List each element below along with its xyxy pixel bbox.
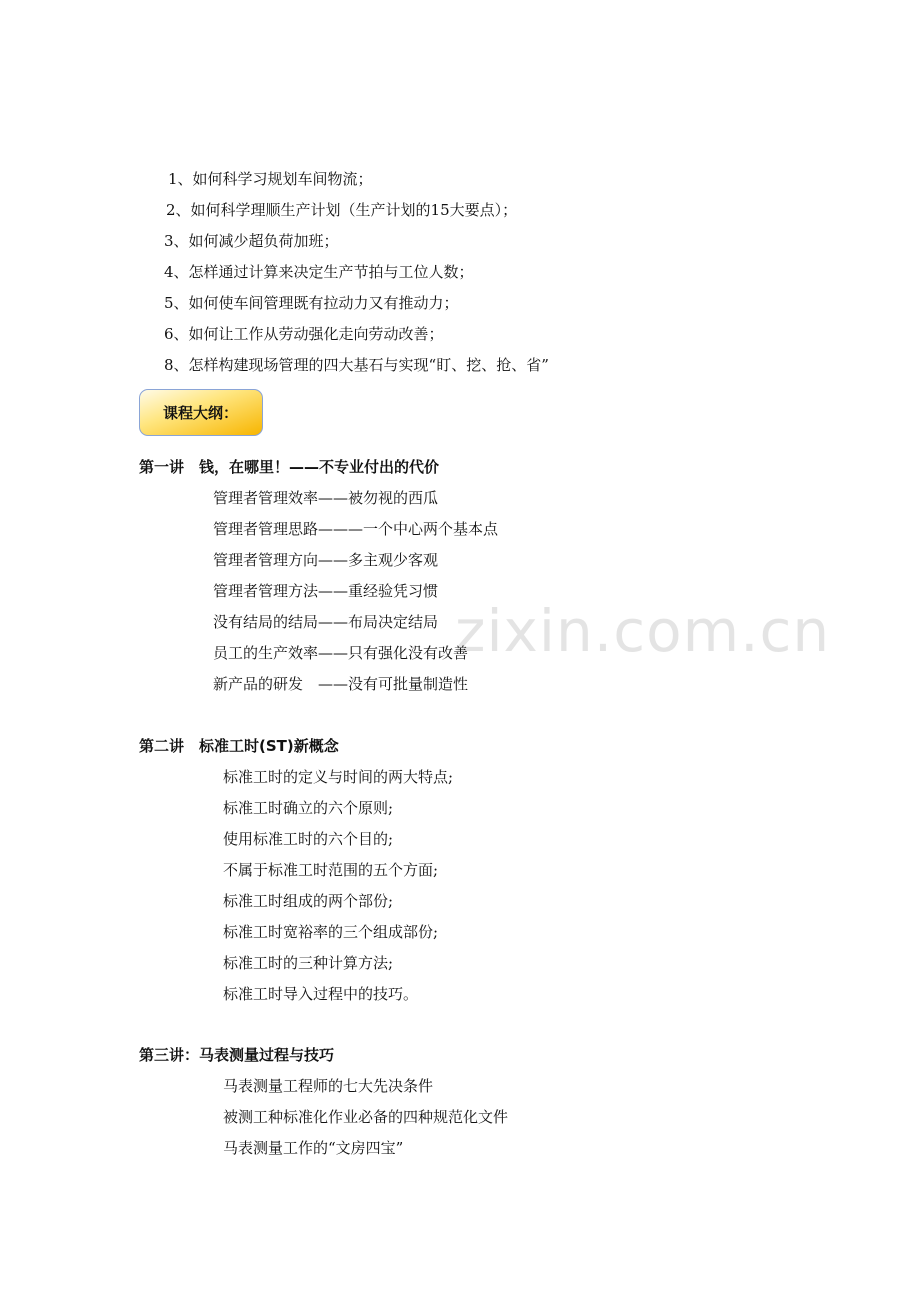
lecture-item: 不属于标准工时范围的五个方面; — [223, 861, 439, 879]
lecture-item: 员工的生产效率——只有强化没有改善 — [213, 644, 469, 662]
lecture-item: 标准工时导入过程中的技巧。 — [223, 985, 419, 1003]
lecture-item: 标准工时组成的两个部份; — [223, 892, 394, 910]
lecture-item: 管理者管理方法——重经验凭习惯 — [213, 582, 439, 600]
lecture-item: 马表测量工程师的七大先决条件 — [223, 1077, 434, 1095]
lecture-3-title: 第三讲：马表测量过程与技巧 — [139, 1046, 335, 1064]
lecture-item: 马表测量工作的“文房四宝” — [223, 1139, 404, 1157]
lecture-item: 被测工种标准化作业必备的四种规范化文件 — [223, 1108, 509, 1126]
intro-item: 6、如何让工作从劳动强化走向劳动改善； — [164, 325, 444, 343]
lecture-item: 管理者管理效率——被勿视的西瓜 — [213, 489, 439, 507]
lecture-2-title: 第二讲 标准工时(ST)新概念 — [139, 737, 339, 755]
intro-item: 2、如何科学理顺生产计划（生产计划的15大要点）； — [166, 201, 518, 219]
lecture-item: 管理者管理思路———一个中心两个基本点 — [213, 520, 499, 538]
lecture-item: 标准工时确立的六个原则; — [223, 799, 394, 817]
lecture-1-title: 第一讲 钱，在哪里！——不专业付出的代价 — [139, 458, 440, 476]
intro-item: 5、如何使车间管理既有拉动力又有推动力； — [164, 294, 459, 312]
lecture-item: 标准工时的定义与时间的两大特点; — [223, 768, 454, 786]
intro-item: 3、如何减少超负荷加班； — [164, 232, 339, 250]
lecture-item: 没有结局的结局——布局决定结局 — [213, 613, 439, 631]
lecture-item: 管理者管理方向——多主观少客观 — [213, 551, 439, 569]
lecture-item: 标准工时宽裕率的三个组成部份; — [223, 923, 439, 941]
lecture-item: 新产品的研发 ——没有可批量制造性 — [213, 675, 469, 693]
outline-badge-label: 课程大纲： — [163, 404, 239, 422]
watermark: zixin.com.cn — [455, 597, 831, 665]
outline-badge — [139, 389, 263, 436]
lecture-item: 使用标准工时的六个目的; — [223, 830, 394, 848]
intro-item: 4、怎样通过计算来决定生产节拍与工位人数； — [164, 263, 474, 281]
intro-item: 8、怎样构建现场管理的四大基石与实现“盯、挖、抢、省” — [164, 356, 549, 374]
intro-item: 1、如何科学习规划车间物流； — [168, 170, 373, 188]
lecture-item: 标准工时的三种计算方法; — [223, 954, 394, 972]
